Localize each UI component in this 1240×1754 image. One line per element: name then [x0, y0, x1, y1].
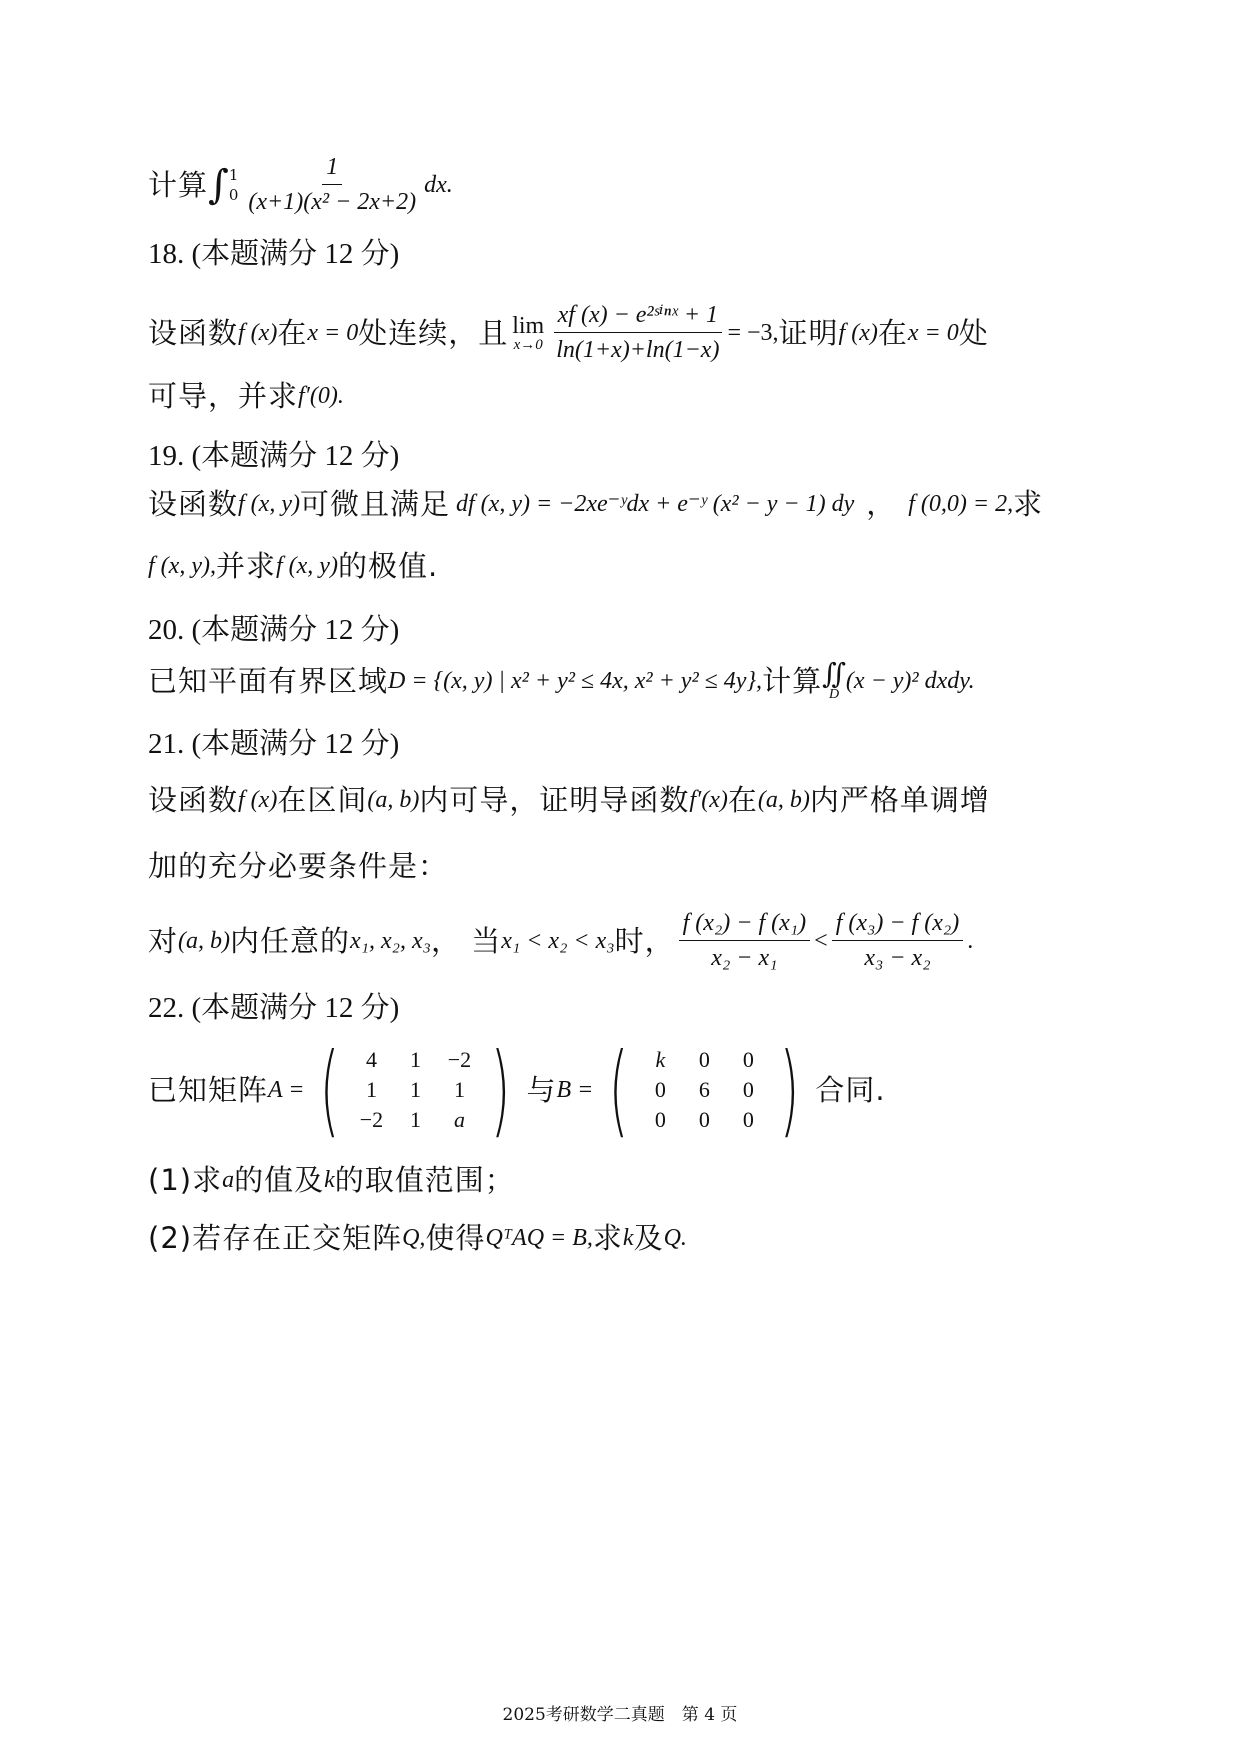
- double-integral-symbol: ∬: [822, 657, 846, 690]
- matrix-cell: 4: [365, 1047, 377, 1072]
- right-paren: ): [491, 1031, 511, 1148]
- lim-sub: x→0: [513, 336, 543, 353]
- q20-line1: [148, 657, 975, 702]
- q18-line2: [148, 378, 344, 414]
- q20-header: 20. (本题满分 12 分): [148, 614, 400, 646]
- q20-integral: [822, 657, 846, 702]
- q19-text4: 并求: [215, 549, 276, 583]
- q20-integrand: (x − y)² dxdy.: [845, 668, 975, 694]
- matrix-cell: 0: [698, 1047, 710, 1072]
- q21-frac1: [679, 908, 811, 973]
- q21-ab: (a, b): [367, 787, 420, 813]
- q21-xs: x₁, x₂, x₃: [350, 927, 432, 954]
- q22-p2d: QᵀAQ = B,: [485, 1225, 593, 1251]
- q21-line2: [148, 848, 448, 884]
- q18-fraction: [552, 300, 723, 365]
- q19-sep: ，: [866, 487, 897, 521]
- matrix-cell: 6: [698, 1077, 710, 1102]
- q17-line: [148, 152, 453, 217]
- matrix-cell: 0: [742, 1107, 754, 1132]
- q22-p1c: 的值及: [234, 1163, 325, 1197]
- int-upper: 1: [228, 165, 239, 184]
- q19-text2: 可微且满足: [299, 487, 450, 521]
- q19-text3: 求: [1013, 487, 1044, 521]
- q20-domain: D = {(x, y) | x² + y² ≤ 4x, x² + y² ≤ 4y},: [388, 668, 763, 694]
- q19-cond: f (0,0) = 2,: [908, 491, 1014, 517]
- q18-denominator: ln(1+x)+ln(1−x): [556, 337, 720, 363]
- q18-text2: 在: [277, 315, 308, 350]
- q21-l3a: 对: [148, 923, 179, 958]
- q19-fxy2: f (x, y),: [148, 553, 216, 579]
- q18-text6: 处: [958, 315, 989, 350]
- integral-limits: [229, 165, 239, 205]
- q21-frac2: [832, 908, 964, 973]
- q18-text5: 在: [877, 315, 908, 350]
- q18-fx2: f (x): [838, 319, 878, 346]
- q21-text5: 内严格单调增: [809, 783, 990, 817]
- q22-part2: [148, 1220, 687, 1256]
- q19-fxy3: f (x, y): [275, 553, 338, 579]
- q21-line2-text: 加的充分必要条件是：: [148, 849, 449, 883]
- q19-fxy: f (x, y): [238, 491, 300, 517]
- q21-frac1-den: x₂ − x₁: [711, 945, 778, 971]
- q21-fpx: f′(x): [689, 787, 728, 813]
- q21-dot: .: [967, 927, 974, 954]
- q19-expr: df (x, y) = −2xe⁻ʸdx + e⁻ʸ (x² − y − 1) dy: [456, 491, 855, 517]
- matrix-cell: k: [655, 1047, 666, 1072]
- matrix-cell: 0: [742, 1047, 754, 1072]
- q18-text1: 设函数: [148, 315, 239, 350]
- q18-fp0: f′(0).: [298, 383, 344, 409]
- matrix-b: [599, 1031, 809, 1148]
- q19-text1: 设函数: [148, 487, 239, 521]
- matrix-cell: 1: [409, 1107, 421, 1132]
- q21-text2: 在区间: [277, 783, 368, 817]
- q18-limit: [512, 314, 544, 352]
- matrix-cell: 0: [654, 1077, 666, 1102]
- matrix-b-label: B =: [556, 1077, 594, 1103]
- q21-text1: 设函数: [148, 783, 239, 817]
- q21-line1: [148, 782, 990, 818]
- q21-frac1-num: f (x₂) − f (x₁): [679, 908, 811, 941]
- q21-line3: [148, 908, 973, 973]
- q21-l3d: 时，: [614, 923, 675, 958]
- lim-word: lim: [512, 312, 545, 339]
- q19-line2: [148, 548, 438, 584]
- q18-x0: x = 0: [307, 319, 359, 346]
- q18-text3: 处连续，且: [358, 315, 509, 350]
- q22-p1d: k: [324, 1167, 335, 1193]
- q21-frac2-num: f (x₃) − f (x₂): [832, 908, 964, 941]
- q21-ab3: (a, b): [178, 927, 230, 954]
- q21-fx: f (x): [238, 787, 278, 813]
- q21-header: 21. (本题满分 12 分): [148, 728, 400, 760]
- q17-prefix: 计算: [148, 167, 209, 202]
- q21-frac2-den: x₃ − x₂: [864, 945, 931, 971]
- q22-p2h: Q.: [663, 1225, 687, 1251]
- page-footer: 2025考研数学二真题 第 4 页: [502, 1705, 738, 1725]
- q19-line1: [148, 486, 1043, 522]
- matrix-a-grid: [349, 1045, 481, 1135]
- q18-header: 18. (本题满分 12 分): [148, 238, 400, 270]
- q22-p2c: 使得: [425, 1221, 486, 1255]
- integral-symbol: ∫: [208, 161, 229, 208]
- int-lower: 0: [228, 185, 239, 204]
- q22-text3: 合同.: [815, 1073, 886, 1107]
- matrix-cell: 0: [654, 1107, 666, 1132]
- matrix-cell: 0: [742, 1077, 754, 1102]
- q21-text4: 在: [727, 783, 758, 817]
- q17-numerator: 1: [322, 152, 342, 185]
- q18-line1: [148, 300, 989, 365]
- q22-p2f: k: [622, 1225, 634, 1251]
- q22-p1e: 的取值范围；: [334, 1163, 515, 1197]
- q21-ab2: (a, b): [757, 787, 810, 813]
- q21-text3: 内可导，证明导函数: [419, 783, 690, 817]
- q21-lt: <: [814, 927, 828, 954]
- q20-text1: 已知平面有界区域: [148, 664, 389, 698]
- q17-suffix: dx.: [424, 171, 453, 198]
- q18-text4: 证明: [778, 315, 839, 350]
- q18-x0b: x = 0: [907, 319, 959, 346]
- matrix-cell: 1: [409, 1077, 421, 1102]
- q22-p2e: 求: [592, 1221, 623, 1255]
- q22-p2b: Q,: [402, 1225, 426, 1251]
- q21-l3b: 内任意的: [230, 923, 351, 958]
- matrix-cell: 1: [409, 1047, 421, 1072]
- q17-fraction: [244, 152, 420, 217]
- q22-header: 22. (本题满分 12 分): [148, 992, 400, 1024]
- q22-p1a: (1)求: [148, 1163, 223, 1197]
- q20-integral-sub: D: [828, 687, 840, 702]
- q22-text1: 已知矩阵: [148, 1073, 269, 1107]
- q21-ineq: x₁ < x₂ < x₃: [501, 927, 615, 954]
- matrix-b-grid: [638, 1045, 770, 1135]
- q21-l3c: ， 当: [431, 923, 502, 958]
- left-paren: (: [609, 1031, 629, 1148]
- q19-text5: 的极值.: [337, 549, 439, 583]
- matrix-cell: −2: [447, 1047, 472, 1072]
- q22-p2a: (2)若存在正交矩阵: [148, 1221, 403, 1255]
- matrix-cell: −2: [359, 1107, 384, 1132]
- right-paren: ): [780, 1031, 800, 1148]
- matrix-cell: 1: [365, 1077, 377, 1102]
- q22-text2: 与: [526, 1073, 557, 1107]
- q22-p1b: a: [222, 1167, 235, 1193]
- matrix-cell: a: [453, 1107, 465, 1132]
- q20-text2: 计算: [762, 664, 823, 698]
- q22-p2g: 及: [633, 1221, 664, 1255]
- matrix-a: [310, 1031, 520, 1148]
- left-paren: (: [320, 1031, 340, 1148]
- matrix-cell: 0: [698, 1107, 710, 1132]
- matrix-cell: 1: [453, 1077, 465, 1102]
- q18-line2-text: 可导，并求: [148, 379, 299, 413]
- q17-denominator: (x+1)(x² − 2x+2): [248, 189, 417, 215]
- q22-line1: [148, 1031, 886, 1148]
- q18-numerator: xf (x) − e²ˢⁱⁿˣ + 1: [554, 300, 722, 333]
- q19-header: 19. (本题满分 12 分): [148, 440, 400, 472]
- matrix-a-label: A =: [268, 1077, 305, 1103]
- q18-fx: f (x): [238, 319, 278, 346]
- q22-part1: [148, 1162, 515, 1198]
- q18-eq: = −3,: [727, 319, 779, 346]
